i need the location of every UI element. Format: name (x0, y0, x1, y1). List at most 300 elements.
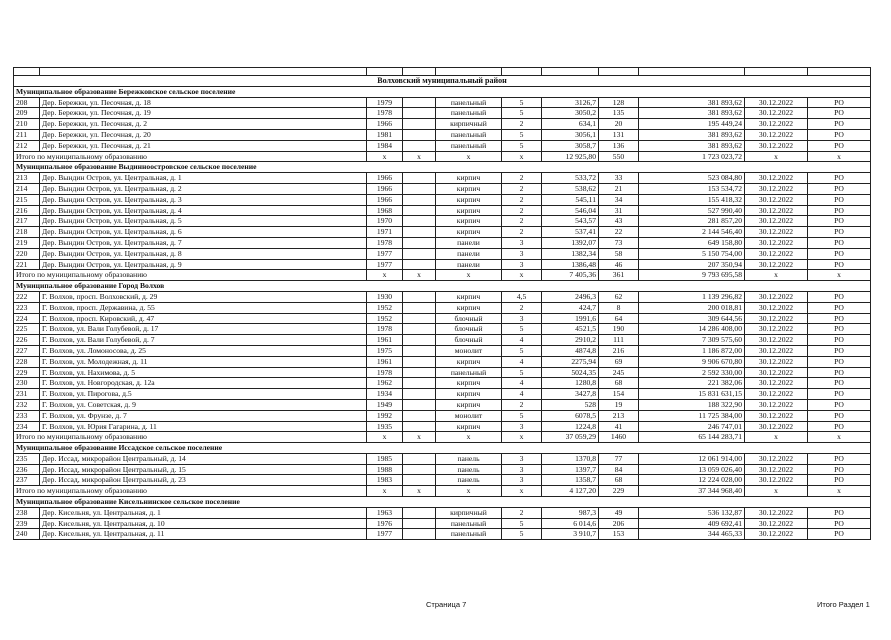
cell-year-built: 1971 (367, 227, 403, 238)
cell-year-reconstructed (403, 173, 436, 184)
cell-deadline: 30.12.2022 (745, 335, 808, 346)
total-cell: 37 344 968,40 (639, 486, 745, 497)
cell-year-reconstructed (403, 345, 436, 356)
total-cell: х (745, 432, 808, 443)
table-row (14, 248, 871, 259)
cell-wall-material: кирпич (436, 378, 502, 389)
cell-floors: 5 (502, 345, 542, 356)
cell-address: Г. Волхов, ул. Молодежная, д. 11 (40, 356, 367, 367)
total-cell: 4 127,20 (542, 486, 599, 497)
cell-year-built: 1988 (367, 464, 403, 475)
cell-year-reconstructed (403, 453, 436, 464)
cell-deadline: 30.12.2022 (745, 518, 808, 529)
cell-deadline: 30.12.2022 (745, 302, 808, 313)
cell-year-reconstructed (403, 529, 436, 540)
cell-deadline: 30.12.2022 (745, 475, 808, 486)
cell-floors: 5 (502, 410, 542, 421)
cell-row-number: 232 (14, 399, 40, 410)
total-label: Итого по муниципальному образованию (14, 270, 367, 281)
cell-floors: 4 (502, 356, 542, 367)
table-row (14, 367, 871, 378)
cell-address: Дер. Вындин Остров, ул. Центральная, д. 1 (40, 173, 367, 184)
cell-cost: 409 692,41 (639, 518, 745, 529)
cell-floors: 3 (502, 453, 542, 464)
cell-address: Дер. Вындин Остров, ул. Центральная, д. 8 (40, 248, 367, 259)
cell-row-number: 239 (14, 518, 40, 529)
cell-area: 545,11 (542, 194, 599, 205)
cell-row-number: 240 (14, 529, 40, 540)
cell-program: РО (808, 183, 871, 194)
cell-residents: 245 (599, 367, 639, 378)
table-row (14, 173, 871, 184)
cell-residents: 154 (599, 389, 639, 400)
cell-program: РО (808, 248, 871, 259)
cell-year-reconstructed (403, 291, 436, 302)
cell-wall-material: панель (436, 453, 502, 464)
cell-address: Г. Волхов, ул. Нахимова, д. 5 (40, 367, 367, 378)
cell-cost: 309 644,56 (639, 313, 745, 324)
cell-residents: 206 (599, 518, 639, 529)
cell-area: 3058,7 (542, 140, 599, 151)
table-row (14, 313, 871, 324)
cell-address: Дер. Вындин Остров, ул. Центральная, д. 9 (40, 259, 367, 270)
cell-row-number: 218 (14, 227, 40, 238)
total-cell: х (808, 486, 871, 497)
total-row (14, 432, 871, 443)
cell-address: Г. Волхов, ул. Пирогова, д.5 (40, 389, 367, 400)
cell-deadline: 30.12.2022 (745, 507, 808, 518)
total-cell: х (436, 486, 502, 497)
cell-deadline: 30.12.2022 (745, 421, 808, 432)
total-cell: 361 (599, 270, 639, 281)
cell-cost: 2 592 330,00 (639, 367, 745, 378)
cell-program: РО (808, 237, 871, 248)
cell-area: 4874,8 (542, 345, 599, 356)
cell-year-reconstructed (403, 216, 436, 227)
section-title: Муниципальное образование Кисельнинское сельское поселение (14, 497, 871, 508)
total-cell: х (436, 432, 502, 443)
cell-residents: 22 (599, 227, 639, 238)
cell-area: 3050,2 (542, 108, 599, 119)
cell-cost: 246 747,01 (639, 421, 745, 432)
table-row (14, 302, 871, 313)
cell-wall-material: кирпич (436, 389, 502, 400)
cell-program: РО (808, 108, 871, 119)
table-row (14, 129, 871, 140)
cell-area: 1991,6 (542, 313, 599, 324)
cell-area: 537,41 (542, 227, 599, 238)
cell-address: Г. Волхов, ул. Ломоносова, д. 25 (40, 345, 367, 356)
cell-wall-material: кирпич (436, 216, 502, 227)
cell-year-reconstructed (403, 464, 436, 475)
cell-address: Г. Волхов, ул. Новгородская, д. 12а (40, 378, 367, 389)
table-row (14, 453, 871, 464)
cell-row-number: 210 (14, 119, 40, 130)
cell-floors: 3 (502, 313, 542, 324)
total-cell: х (367, 151, 403, 162)
blank-row (14, 68, 871, 76)
cell-wall-material: кирпич (436, 183, 502, 194)
cell-cost: 7 309 575,60 (639, 335, 745, 346)
cell-address: Дер. Иссад, микрорайон Центральный, д. 23 (40, 475, 367, 486)
table-row (14, 183, 871, 194)
total-cell: 65 144 283,71 (639, 432, 745, 443)
cell-cost: 12 061 914,00 (639, 453, 745, 464)
cell-cost: 11 725 384,00 (639, 410, 745, 421)
cell-floors: 2 (502, 119, 542, 130)
cell-year-reconstructed (403, 518, 436, 529)
cell-program: РО (808, 194, 871, 205)
cell-residents: 111 (599, 335, 639, 346)
cell-deadline: 30.12.2022 (745, 108, 808, 119)
cell-year-reconstructed (403, 119, 436, 130)
cell-residents: 64 (599, 313, 639, 324)
cell-floors: 2 (502, 507, 542, 518)
cell-wall-material: кирпичный (436, 507, 502, 518)
cell-address: Дер. Бережки, ул. Песочная, д. 2 (40, 119, 367, 130)
cell-year-built: 1961 (367, 335, 403, 346)
table-row (14, 97, 871, 108)
cell-floors: 3 (502, 259, 542, 270)
cell-wall-material: монолит (436, 345, 502, 356)
cell-row-number: 208 (14, 97, 40, 108)
cell-row-number: 226 (14, 335, 40, 346)
table-row (14, 529, 871, 540)
cell-address: Дер. Бережки, ул. Песочная, д. 21 (40, 140, 367, 151)
section-title: Муниципальное образование Иссадское сельское поселение (14, 443, 871, 454)
cell-year-built: 1952 (367, 313, 403, 324)
cell-cost: 381 893,62 (639, 97, 745, 108)
total-cell: х (808, 270, 871, 281)
cell-deadline: 30.12.2022 (745, 378, 808, 389)
cell-row-number: 235 (14, 453, 40, 464)
table-row (14, 227, 871, 238)
cell-year-built: 1966 (367, 194, 403, 205)
cell-program: РО (808, 367, 871, 378)
cell-cost: 523 084,80 (639, 173, 745, 184)
cell-cost: 536 132,87 (639, 507, 745, 518)
cell-area: 6 014,6 (542, 518, 599, 529)
cell-year-reconstructed (403, 399, 436, 410)
cell-wall-material: панели (436, 248, 502, 259)
cell-year-built: 1978 (367, 237, 403, 248)
total-label: Итого по муниципальному образованию (14, 486, 367, 497)
table-row (14, 119, 871, 130)
cell-floors: 5 (502, 108, 542, 119)
section-header-row (14, 443, 871, 454)
cell-year-reconstructed (403, 97, 436, 108)
cell-deadline: 30.12.2022 (745, 248, 808, 259)
cell-row-number: 213 (14, 173, 40, 184)
cell-area: 634,1 (542, 119, 599, 130)
cell-program: РО (808, 302, 871, 313)
cell-year-reconstructed (403, 129, 436, 140)
cell-residents: 131 (599, 129, 639, 140)
cell-floors: 3 (502, 248, 542, 259)
cell-cost: 281 857,20 (639, 216, 745, 227)
cell-address: Дер. Кисельня, ул. Центральная, д. 10 (40, 518, 367, 529)
cell-address: Г. Волхов, просп. Державина, д. 55 (40, 302, 367, 313)
cell-year-reconstructed (403, 205, 436, 216)
cell-program: РО (808, 378, 871, 389)
cell-cost: 2 144 546,40 (639, 227, 745, 238)
cell-program: РО (808, 507, 871, 518)
cell-deadline: 30.12.2022 (745, 389, 808, 400)
total-cell: х (808, 432, 871, 443)
cell-deadline: 30.12.2022 (745, 356, 808, 367)
cell-program: РО (808, 97, 871, 108)
cell-program: РО (808, 345, 871, 356)
cell-program: РО (808, 335, 871, 346)
cell-residents: 49 (599, 507, 639, 518)
cell-deadline: 30.12.2022 (745, 97, 808, 108)
cell-program: РО (808, 529, 871, 540)
cell-row-number: 238 (14, 507, 40, 518)
cell-year-built: 1992 (367, 410, 403, 421)
cell-year-reconstructed (403, 356, 436, 367)
total-cell: х (436, 151, 502, 162)
cell-cost: 381 893,62 (639, 140, 745, 151)
total-row (14, 151, 871, 162)
cell-address: Г. Волхов, просп. Волховский, д. 29 (40, 291, 367, 302)
cell-program: РО (808, 518, 871, 529)
cell-residents: 43 (599, 216, 639, 227)
cell-program: РО (808, 259, 871, 270)
cell-program: РО (808, 464, 871, 475)
cell-year-built: 1966 (367, 183, 403, 194)
cell-deadline: 30.12.2022 (745, 291, 808, 302)
cell-program: РО (808, 475, 871, 486)
cell-year-built: 1977 (367, 529, 403, 540)
total-cell: х (502, 432, 542, 443)
cell-address: Дер. Вындин Остров, ул. Центральная, д. 4 (40, 205, 367, 216)
cell-year-reconstructed (403, 410, 436, 421)
cell-year-reconstructed (403, 313, 436, 324)
total-cell: х (745, 151, 808, 162)
cell-address: Г. Волхов, ул. Юрия Гагарина, д. 11 (40, 421, 367, 432)
cell-row-number: 228 (14, 356, 40, 367)
cell-wall-material: панели (436, 237, 502, 248)
cell-residents: 19 (599, 399, 639, 410)
cell-year-reconstructed (403, 378, 436, 389)
cell-cost: 1 186 872,00 (639, 345, 745, 356)
table-row (14, 140, 871, 151)
cell-floors: 5 (502, 518, 542, 529)
cell-year-built: 1961 (367, 356, 403, 367)
total-cell: х (367, 432, 403, 443)
cell-area: 1397,7 (542, 464, 599, 475)
cell-floors: 2 (502, 173, 542, 184)
cell-wall-material: кирпич (436, 173, 502, 184)
cell-deadline: 30.12.2022 (745, 173, 808, 184)
cell-area: 528 (542, 399, 599, 410)
cell-row-number: 236 (14, 464, 40, 475)
cell-residents: 34 (599, 194, 639, 205)
cell-year-reconstructed (403, 475, 436, 486)
cell-residents: 69 (599, 356, 639, 367)
cell-program: РО (808, 291, 871, 302)
section-header-row (14, 86, 871, 97)
cell-address: Г. Волхов, ул. Вали Голубевой, д. 17 (40, 324, 367, 335)
cell-deadline: 30.12.2022 (745, 410, 808, 421)
cell-wall-material: панельный (436, 529, 502, 540)
cell-year-built: 1976 (367, 518, 403, 529)
cell-address: Дер. Вындин Остров, ул. Центральная, д. 6 (40, 227, 367, 238)
cell-row-number: 237 (14, 475, 40, 486)
cell-year-built: 1968 (367, 205, 403, 216)
cell-year-built: 1977 (367, 248, 403, 259)
total-cell: 7 405,36 (542, 270, 599, 281)
cell-row-number: 211 (14, 129, 40, 140)
cell-address: Г. Волхов, просп. Кировский, д. 47 (40, 313, 367, 324)
cell-residents: 68 (599, 378, 639, 389)
cell-residents: 46 (599, 259, 639, 270)
cell-deadline: 30.12.2022 (745, 367, 808, 378)
cell-area: 2275,94 (542, 356, 599, 367)
cell-floors: 5 (502, 529, 542, 540)
cell-deadline: 30.12.2022 (745, 119, 808, 130)
cell-wall-material: блочный (436, 313, 502, 324)
cell-year-built: 1984 (367, 140, 403, 151)
cell-floors: 2 (502, 216, 542, 227)
section-title: Муниципальное образование Город Волхов (14, 281, 871, 292)
cell-floors: 4 (502, 389, 542, 400)
cell-area: 3 910,7 (542, 529, 599, 540)
cell-area: 2910,2 (542, 335, 599, 346)
cell-deadline: 30.12.2022 (745, 313, 808, 324)
cell-deadline: 30.12.2022 (745, 194, 808, 205)
cell-floors: 2 (502, 399, 542, 410)
cell-address: Дер. Иссад, микрорайон Центральный, д. 15 (40, 464, 367, 475)
cell-year-reconstructed (403, 248, 436, 259)
cell-program: РО (808, 421, 871, 432)
cell-wall-material: кирпич (436, 421, 502, 432)
cell-row-number: 217 (14, 216, 40, 227)
cell-year-reconstructed (403, 302, 436, 313)
cell-year-reconstructed (403, 324, 436, 335)
cell-address: Дер. Кисельня, ул. Центральная, д. 11 (40, 529, 367, 540)
cell-year-reconstructed (403, 389, 436, 400)
cell-cost: 153 534,72 (639, 183, 745, 194)
cell-year-built: 1978 (367, 108, 403, 119)
cell-program: РО (808, 227, 871, 238)
cell-wall-material: кирпич (436, 205, 502, 216)
cell-year-built: 1934 (367, 389, 403, 400)
cell-area: 1280,8 (542, 378, 599, 389)
cell-address: Дер. Вындин Остров, ул. Центральная, д. 2 (40, 183, 367, 194)
cell-wall-material: панельный (436, 367, 502, 378)
cell-year-reconstructed (403, 259, 436, 270)
cell-area: 538,62 (542, 183, 599, 194)
cell-residents: 136 (599, 140, 639, 151)
cell-area: 1370,8 (542, 453, 599, 464)
cell-program: РО (808, 119, 871, 130)
cell-deadline: 30.12.2022 (745, 129, 808, 140)
cell-row-number: 214 (14, 183, 40, 194)
cell-year-built: 1981 (367, 129, 403, 140)
cell-residents: 77 (599, 453, 639, 464)
cell-wall-material: кирпич (436, 291, 502, 302)
section-header-row (14, 497, 871, 508)
cell-residents: 213 (599, 410, 639, 421)
cell-residents: 62 (599, 291, 639, 302)
cell-area: 1392,07 (542, 237, 599, 248)
section-header-row (14, 281, 871, 292)
cell-wall-material: кирпич (436, 227, 502, 238)
cell-wall-material: блочный (436, 324, 502, 335)
cell-year-built: 1962 (367, 378, 403, 389)
cell-address: Г. Волхов, ул. Вали Голубевой, д. 7 (40, 335, 367, 346)
register-sheet (13, 67, 870, 540)
cell-residents: 128 (599, 97, 639, 108)
cell-deadline: 30.12.2022 (745, 345, 808, 356)
total-cell: х (403, 432, 436, 443)
table-row (14, 108, 871, 119)
table-row (14, 259, 871, 270)
cell-residents: 41 (599, 421, 639, 432)
section-title: Муниципальное образование Бережковское сельское поселение (14, 86, 871, 97)
total-cell: х (367, 270, 403, 281)
cell-floors: 3 (502, 475, 542, 486)
cell-year-reconstructed (403, 507, 436, 518)
cell-residents: 153 (599, 529, 639, 540)
total-cell: 1460 (599, 432, 639, 443)
cell-address: Дер. Бережки, ул. Песочная, д. 20 (40, 129, 367, 140)
cell-address: Дер. Бережки, ул. Песочная, д. 18 (40, 97, 367, 108)
cell-year-built: 1930 (367, 291, 403, 302)
total-cell: 229 (599, 486, 639, 497)
cell-program: РО (808, 216, 871, 227)
cell-deadline: 30.12.2022 (745, 453, 808, 464)
cell-wall-material: кирпич (436, 399, 502, 410)
cell-cost: 207 350,94 (639, 259, 745, 270)
cell-year-reconstructed (403, 421, 436, 432)
cell-address: Дер. Вындин Остров, ул. Центральная, д. 7 (40, 237, 367, 248)
cell-area: 3427,8 (542, 389, 599, 400)
housing-register-table (13, 67, 871, 540)
cell-area: 533,72 (542, 173, 599, 184)
cell-floors: 5 (502, 367, 542, 378)
cell-wall-material: панельный (436, 129, 502, 140)
cell-floors: 2 (502, 302, 542, 313)
total-cell: х (745, 270, 808, 281)
cell-floors: 5 (502, 129, 542, 140)
cell-area: 6078,5 (542, 410, 599, 421)
cell-wall-material: монолит (436, 410, 502, 421)
cell-row-number: 219 (14, 237, 40, 248)
cell-row-number: 222 (14, 291, 40, 302)
total-cell: 550 (599, 151, 639, 162)
cell-floors: 5 (502, 140, 542, 151)
table-row (14, 399, 871, 410)
cell-floors: 2 (502, 194, 542, 205)
cell-cost: 381 893,62 (639, 108, 745, 119)
total-cell: х (436, 270, 502, 281)
cell-deadline: 30.12.2022 (745, 529, 808, 540)
cell-wall-material: панели (436, 259, 502, 270)
table-row (14, 335, 871, 346)
cell-wall-material: панельный (436, 97, 502, 108)
cell-program: РО (808, 140, 871, 151)
cell-wall-material: кирпичный (436, 119, 502, 130)
cell-area: 2496,3 (542, 291, 599, 302)
table-row (14, 410, 871, 421)
cell-row-number: 225 (14, 324, 40, 335)
cell-row-number: 233 (14, 410, 40, 421)
cell-area: 546,04 (542, 205, 599, 216)
total-cell: 1 723 023,72 (639, 151, 745, 162)
total-cell: х (502, 270, 542, 281)
